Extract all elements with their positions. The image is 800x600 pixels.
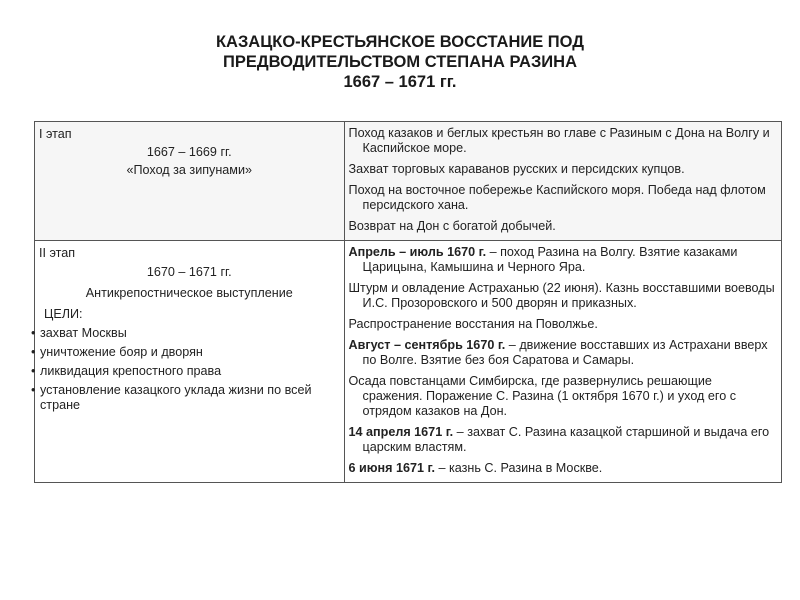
stage-2-years: 1670 – 1671 гг. [146, 265, 232, 279]
event-text: Осада повстанцами Симбирска, где развернулись решающие сражения. Поражение С. Разина (1 октября 1670 г.) и уход его с отрядом казаков на Дон. [348, 374, 737, 418]
goals-heading: ЦЕЛИ: [44, 307, 83, 321]
event-item [349, 245, 775, 275]
goal-item [31, 364, 344, 379]
event-item [349, 162, 775, 177]
stage-2-events [345, 241, 781, 482]
event-date: Август – сентябрь 1670 г. [348, 338, 506, 352]
event-date: 6 июня 1671 г. [348, 461, 435, 475]
event-item [349, 374, 775, 419]
stage-2-events-cell [344, 241, 781, 483]
title-line-1: КАЗАЦКО-КРЕСТЬЯНСКОЕ ВОССТАНИЕ ПОД [215, 33, 585, 51]
stage-1-events-cell [344, 122, 781, 241]
event-text: Возврат на Дон с богатой добычей. [348, 219, 556, 233]
bullet-icon: • [31, 326, 36, 340]
event-text: – движение восставших из Астрахани вверх по Волге. Взятие без боя Саратова и Самары. [362, 338, 768, 367]
goals-list [31, 326, 344, 413]
goal-text: уничтожение бояр и дворян [40, 345, 203, 359]
event-text: Поход казаков и беглых крестьян во главе с Разиным с Дона на Волгу и Каспийское море. [348, 126, 770, 155]
event-item [349, 338, 775, 368]
stage-1-years: 1667 – 1669 гг. [146, 145, 232, 159]
stage-2-cell [31, 241, 345, 483]
event-text: – поход Разина на Волгу. Взятие казаками Царицына, Камышина и Черного Яра. [362, 245, 738, 274]
event-text: Распространение восстания на Поволжье. [348, 317, 598, 331]
event-item [349, 126, 775, 156]
event-text: Поход на восточное побережье Каспийского моря. Победа над флотом персидского хана. [348, 183, 766, 212]
table-row-stage-2 [35, 241, 782, 483]
event-item [349, 425, 775, 455]
event-date: 14 апреля 1671 г. [348, 425, 454, 439]
goal-text: ликвидация крепостного права [40, 364, 222, 378]
table-row-stage-1 [35, 122, 782, 241]
event-item [349, 183, 775, 213]
uprising-table [31, 121, 782, 483]
title-line-3: 1667 – 1671 гг. [343, 73, 457, 91]
goal-item [31, 326, 344, 341]
title-line-2: ПРЕДВОДИТЕЛЬСТВОМ СТЕПАНА РАЗИНА [222, 53, 577, 71]
goal-item [31, 383, 344, 413]
goal-item [31, 345, 344, 360]
event-item [349, 461, 775, 476]
bullet-icon: • [31, 345, 36, 359]
stage-2-label: II этап [39, 246, 76, 260]
page-title [0, 32, 800, 92]
bullet-icon: • [31, 364, 36, 378]
stage-1-events [345, 122, 781, 240]
goal-text: захват Москвы [40, 326, 127, 340]
stage-2-name: Антикрепостническое выступление [85, 286, 293, 300]
event-date: Апрель – июль 1670 г. [348, 245, 487, 259]
stage-1-name: «Поход за зипунами» [126, 163, 253, 177]
event-text: – захват С. Разина казацкой старшиной и выдача его царским властям. [362, 425, 770, 454]
event-item [349, 281, 775, 311]
stage-1-label: I этап [39, 127, 72, 141]
event-text: Штурм и овладение Астраханью (22 июня). Казнь восставшими воеводы И.С. Прозоровского и 500 дворян и приказных. [348, 281, 775, 310]
event-item [349, 219, 775, 234]
event-text: – казнь С. Разина в Москве. [434, 461, 603, 475]
event-text: Захват торговых караванов русских и персидских купцов. [348, 162, 685, 176]
stage-1-cell [35, 122, 345, 241]
bullet-icon: • [31, 383, 36, 397]
event-item [349, 317, 775, 332]
goal-text: установление казацкого уклада жизни по всей стране [40, 383, 312, 412]
